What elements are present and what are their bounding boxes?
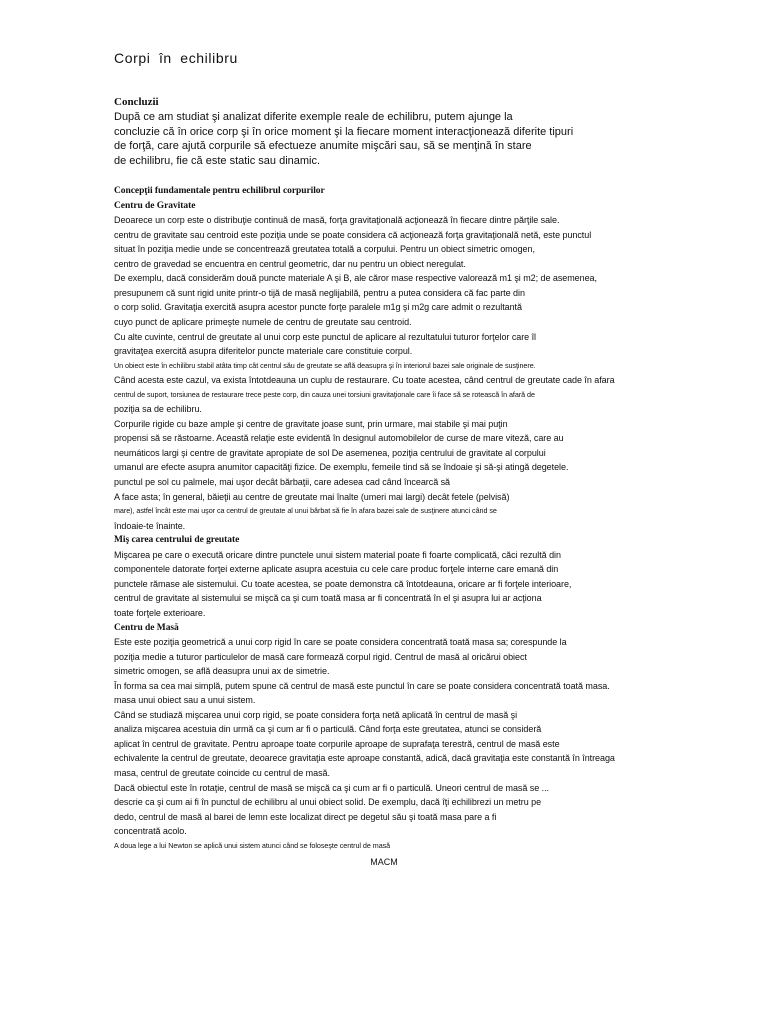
- text-line: descrie ca şi cum ai fi în punctul de echilibru al unui obiect solid. De exemplu, dacă îţi echilibrezi un metru pe: [114, 797, 542, 808]
- text-line: cuyo punct de aplicare primeşte numele de centru de greutate sau centroid.: [114, 316, 412, 327]
- text-line: A face asta; în general, băieţii au centre de greutate mai înalte (umeri mai largi) decât fetele (pelvisă): [114, 491, 510, 502]
- text-line: gravitaţea exercită asupra diferitelor puncte materiale care constituie corpul.: [114, 346, 413, 357]
- text-line: mare), astfel încât este mai uşor ca centrul de greutate al unui bărbat să fie în afara bazei sale de susţinere atunci când se: [114, 506, 497, 516]
- intro-line: concluzie că în orice corp şi în orice moment şi la fiecare moment interacţionează diferite tipuri: [114, 125, 574, 138]
- text-line: neumáticos largi şi centre de gravitate apropiate de sol De asemenea, poziţia centrului de gravitate al corpului: [114, 447, 546, 458]
- text-line: toate forţele exterioare.: [114, 607, 206, 618]
- text-line: A doua lege a lui Newton se aplică unui sistem atunci când se foloseşte centrul de masă: [114, 840, 391, 850]
- text-line: Este este poziţia geometrică a unui corp rigid în care se poate considera concentrată toată masa sa; corespunde la: [114, 637, 567, 648]
- text-line: Mişcarea pe care o execută oricare dintre punctele unui sistem material poate fi foarte complicată, căci rezultă din: [114, 549, 561, 560]
- text-line: centrul de gravitate al sistemului se mişcă ca şi cum toată masa ar fi concentrată în el şi asupra lui ar acţiona: [114, 593, 542, 604]
- text-line: masa unui obiect sau a unui sistem.: [114, 695, 256, 706]
- text-line: poziţia medie a tuturor particulelor de masă care formează corpul rigid. Centrul de masă al oricărui obiect: [114, 651, 527, 662]
- section-heading: Centru de Gravitate: [114, 200, 196, 211]
- text-line: Corpurile rigide cu baze ample şi centre de gravitate joase sunt, prin urmare, mai stabile şi mai puţin: [114, 418, 508, 429]
- text-line: dedo, centrul de masă al barei de lemn este localizat direct pe degetul său şi toată masa pare a fi: [114, 811, 497, 822]
- text-line: simetric omogen, se află deasupra unui ax de simetrie.: [114, 666, 330, 677]
- text-line: punctul pe sol cu palmele, mai uşor decât bărbaţii, care adesea cad când încearcă să: [114, 477, 450, 487]
- intro-line: de forţă, care ajută corpurile să efectueze anumite mişcări sau, să se menţină în stare: [114, 140, 532, 153]
- footer-text: MACM: [370, 857, 398, 867]
- text-line: presupunem că sunt rigid unite printr-o tijă de masă neglijabilă, pentru a putea considera că fac parte din: [114, 287, 525, 298]
- text-line: aplicat în centrul de gravitate. Pentru aproape toate corpurile aproape de suprafaţa terestră, centrul de masă este: [114, 738, 560, 749]
- text-line: Când acesta este cazul, va exista întotdeauna un cuplu de restaurare. Cu toate acestea, când centrul de greutate cade în afara: [114, 375, 615, 386]
- text-line: îndoaie-te înainte.: [114, 520, 186, 531]
- section-heading: Miş carea centrului de greutate: [114, 535, 240, 546]
- page-title: Corpi în echilibru: [114, 50, 238, 66]
- text-line: punctele rămase ale sistemului. Cu toate acestea, se poate demonstra că întotdeauna, oricare ar fi forţele interioare,: [114, 578, 572, 589]
- text-line: Deoarece un corp este o distribuţie continuă de masă, forţa gravitaţională acţionează în fiecare dintre părţile sale.: [114, 215, 560, 226]
- text-line: De exemplu, dacă considerăm două puncte materiale A şi B, ale căror mase respective valorează m1 şi m2; de asemenea,: [114, 273, 597, 284]
- text-line: propensi să se răstoarne. Această relaţie este evidentă în designul automobilelor de curse de mare viteză, care au: [114, 433, 564, 444]
- text-line: centro de gravedad se encuentra en centrul geometric, dar nu pentru un obiect neregulat.: [114, 258, 466, 269]
- text-line: masa, centrul de greutate coincide cu centrul de masă.: [114, 768, 330, 778]
- text-line: Dacă obiectul este în rotaţie, centrul de masă se mişcă ca şi cum ar fi o particulă. Uneori centrul de masă se ...: [114, 782, 549, 793]
- intro-line: După ce am studiat şi analizat diferite exemple reale de echilibru, putem ajunge la: [114, 111, 513, 123]
- text-line: poziţia sa de echilibru.: [114, 404, 202, 415]
- text-line: Cu alte cuvinte, centrul de greutate al unui corp este punctul de aplicare al rezultatului tuturor forţelor care îl: [114, 331, 536, 342]
- text-line: concentrată acolo.: [114, 826, 187, 837]
- text-line: echivalente la centrul de greutate, deoarece gravitaţia este aproape constantă, adică, dacă gravitaţia este constantă în întreaga: [114, 753, 615, 764]
- text-line: componentele datorate forţei externe aplicate asupra acestuia cu cele care produc forţele interne care emană din: [114, 564, 559, 575]
- text-line: o corp solid. Gravitaţia exercită asupra acestor puncte forţe paralele m1g şi m2g care admit o rezultantă: [114, 302, 522, 313]
- section-heading: Concepţii fundamentale pentru echilibrul corpurilor: [114, 186, 325, 196]
- conclusion-heading: Concluzii: [114, 96, 159, 108]
- text-line: În forma sa cea mai simplă, putem spune că centrul de masă este punctul în care se poate considera concentrată toată masa.: [114, 680, 610, 691]
- text-line: analiza mişcarea acestuia din urmă ca şi cum ar fi o particulă. Când forţa este greutatea, atunci se consideră: [114, 724, 542, 735]
- intro-paragraph: [114, 110, 634, 168]
- section-heading: Centru de Masă: [114, 622, 179, 633]
- text-line: centrul de suport, torsiunea de restaurare trece peste corp, din cauza unei torsiuni gravitaţionale care îi face să se rotească în afară de: [114, 389, 535, 399]
- text-line: centru de gravitate sau centroid este poziţia unde se poate considera că acţionează forţa gravitaţională netă, este punctul: [114, 229, 592, 240]
- text-line: umanul are efecte asupra anumitor capacităţi fizice. De exemplu, femeile tind să se îndoaie şi să-şi atingă degetele.: [114, 462, 569, 473]
- text-line: Un obiect este în echilibru stabil atâta timp cât centrul său de greutate se află deasupra şi în interiorul bazei sale originale de susţinere.: [114, 360, 536, 370]
- text-line: Când se studiază mişcarea unui corp rigid, se poate considera forţa netă aplicată în centrul de masă şi: [114, 709, 518, 720]
- intro-line: de echilibru, fie că este static sau dinamic.: [114, 154, 321, 167]
- text-line: situat în poziţia medie unde se concentrează greutatea totală a corpului. Pentru un obiect simetric omogen,: [114, 244, 535, 255]
